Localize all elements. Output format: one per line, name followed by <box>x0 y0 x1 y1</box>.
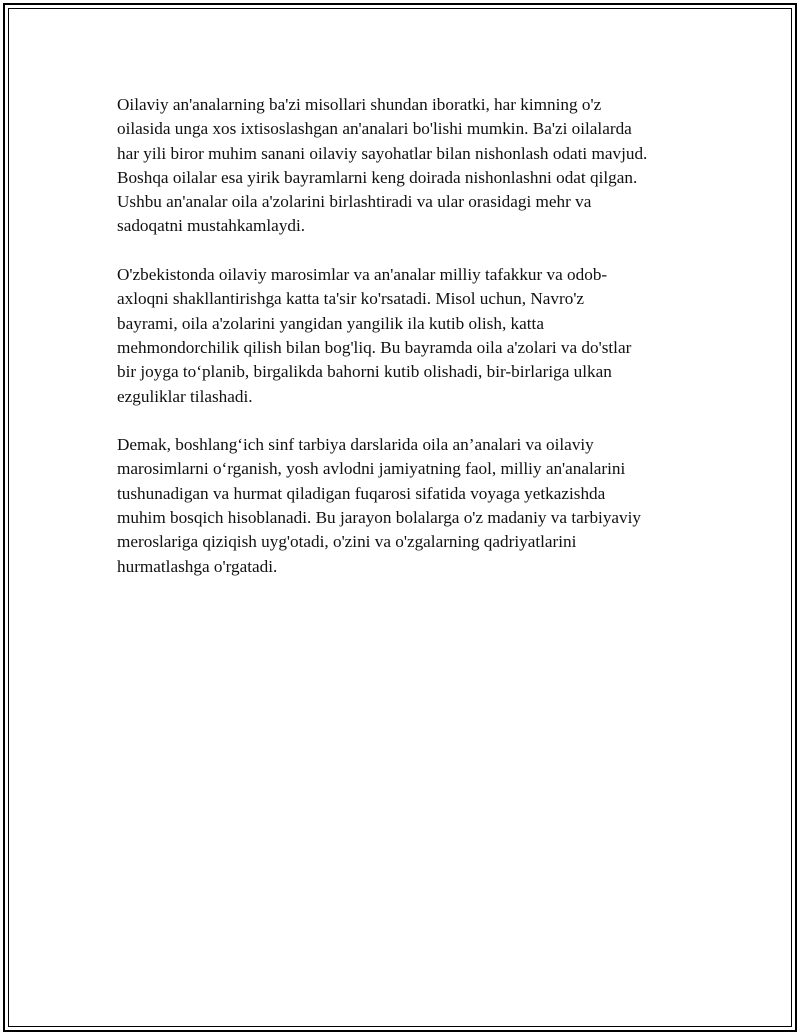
text-line: ezguliklar tilashadi. <box>117 386 253 406</box>
text-line: Ushbu an'analar oila a'zolarini birlashtiradi va ular orasidagi mehr va <box>117 192 592 212</box>
text-line: meroslariga qiziqish uyg'otadi, o'zini va o'zgalarning qadriyatlarini <box>117 532 577 552</box>
text-line: Demak, boshlang‘ich sinf tarbiya darslarida oila an’analari va oilaviy <box>117 435 594 455</box>
paragraph-conclusion <box>117 433 697 579</box>
text-line: marosimlarni o‘rganish, yosh avlodni jamiyatning faol, milliy an'analarini <box>117 459 626 479</box>
text-line: sadoqatni mustahkamlaydi. <box>117 216 306 236</box>
paragraph-uzbekistan-ceremonies <box>117 263 697 409</box>
text-line: hurmatlashga o'rgatadi. <box>117 556 278 576</box>
text-line: axloqni shakllantirishga katta ta'sir ko'rsatadi. Misol uchun, Navro'z <box>117 289 585 309</box>
text-line: tushunadigan va hurmat qiladigan fuqarosi sifatida voyaga yetkazishda <box>117 483 606 503</box>
text-line: mehmondorchilik qilish bilan bog'liq. Bu bayramda oila a'zolari va do'stlar <box>117 337 632 357</box>
text-line: Boshqa oilalar esa yirik bayramlarni keng doirada nishonlashni odat qilgan. <box>117 167 638 187</box>
text-line: muhim bosqich hisoblanadi. Bu jarayon bolalarga o'z madaniy va tarbiyaviy <box>117 508 642 528</box>
text-line: har yili biror muhim sanani oilaviy sayohatlar bilan nishonlash odati mavjud. <box>117 143 648 163</box>
document-body <box>117 93 697 603</box>
paragraph-family-traditions <box>117 93 697 239</box>
text-line: bir joyga to‘planib, birgalikda bahorni kutib olishadi, bir-birlariga ulkan <box>117 362 612 382</box>
text-line: bayrami, oila a'zolarini yangidan yangilik ila kutib olish, katta <box>117 313 544 333</box>
text-line: oilasida unga xos ixtisoslashgan an'analari bo'lishi mumkin. Ba'zi oilalarda <box>117 119 632 139</box>
text-line: O'zbekistonda oilaviy marosimlar va an'analar milliy tafakkur va odob- <box>117 265 608 285</box>
text-line: Oilaviy an'analarning ba'zi misollari shundan iboratki, har kimning o'z <box>117 95 602 114</box>
